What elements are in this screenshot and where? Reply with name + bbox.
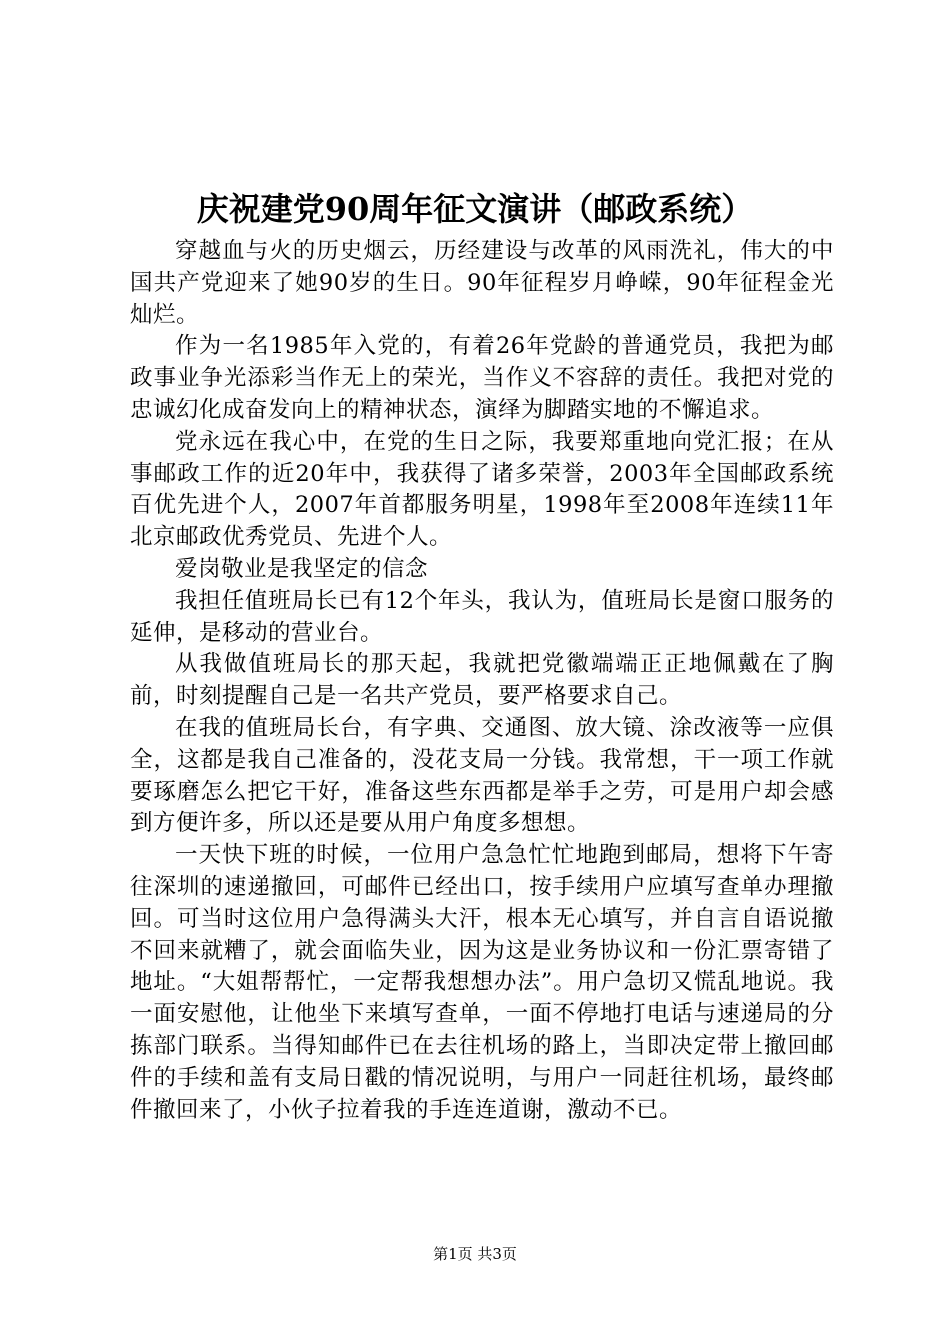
page-number-footer: 第1页 共3页 xyxy=(433,1245,517,1263)
paragraph-5: 我担任值班局长已有12个年头，我认为，值班局长是窗口服务的延伸，是移动的营业台。 xyxy=(130,587,834,646)
paragraph-7: 在我的值班局长台，有字典、交通图、放大镜、涂改液等一应俱全，这都是我自己准备的，没花支局一分钱。我常想，干一项工作就要琢磨怎么把它干好，准备这些东西都是举手之劳，可是用户却会感到方便许多，所以还是要从用户角度多想想。 xyxy=(130,714,834,837)
paragraph-8: 一天快下班的时候，一位用户急急忙忙地跑到邮局，想将下午寄往深圳的速递撤回，可邮件已经出口，按手续用户应填写查单办理撤回。可当时这位用户急得满头大汗，根本无心填写，并自言自语说撤不回来就糟了，就会面临失业，因为这是业务协议和一份汇票寄错了地址。“大姐帮帮忙，一定帮我想想办法”。用户急切又慌乱地说。我一面安慰他，让他坐下来填写查单，一面不停地打电话与速递局的分拣部门联系。当得知邮件已在去往机场的路上，当即决定带上撤回邮件的手续和盖有支局日戳的情况说明，与用户一同赶往机场，最终邮件撤回来了，小伙子拉着我的手连连道谢，激动不已。 xyxy=(130,842,834,1123)
paragraph-6: 从我做值班局长的那天起，我就把党徽端端正正地佩戴在了胸前，时刻提醒自己是一名共产党员，要严格要求自己。 xyxy=(130,651,834,710)
document-body xyxy=(130,236,834,1126)
paragraph-1: 穿越血与火的历史烟云，历经建设与改革的风雨洗礼，伟大的中国共产党迎来了她90岁的生日。90年征程岁月峥嵘，90年征程金光灿烂。 xyxy=(130,238,834,328)
document-title: 庆祝建党90周年征文演讲（邮政系统） xyxy=(196,190,754,228)
paragraph-4-heading: 爱岗敬业是我坚定的信念 xyxy=(175,555,429,582)
paragraph-2: 作为一名1985年入党的，有着26年党龄的普通党员，我把为邮政事业争光添彩当作无上的荣光，当作义不容辞的责任。我把对党的忠诚幻化成奋发向上的精神状态，演绎为脚踏实地的不懈追求。 xyxy=(130,333,834,423)
paragraph-3: 党永远在我心中，在党的生日之际，我要郑重地向党汇报；在从事邮政工作的近20年中，我获得了诸多荣誉，2003年全国邮政系统百优先进个人，2007年首都服务明星，1998年至2008年连续11年北京邮政优秀党员、先进个人。 xyxy=(130,428,834,551)
